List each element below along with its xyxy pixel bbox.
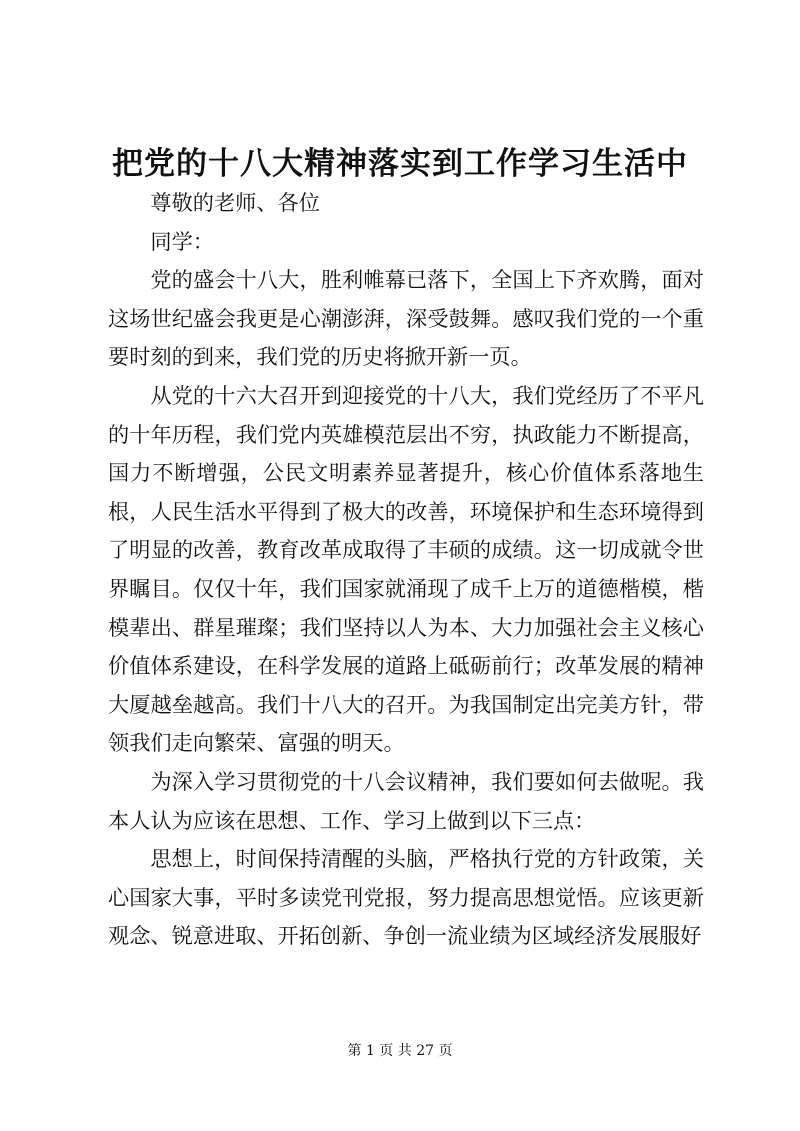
greeting-line: 同学： [150, 228, 214, 254]
document-title: 把党的十八大精神落实到工作学习生活中 [112, 146, 688, 182]
page-footer: 第 1 页 共 27 页 [347, 1043, 453, 1059]
document-body [108, 184, 704, 956]
body-paragraph: 思想上，时间保持清醒的头脑，严格执行党的方针政策，关心国家大事，平时多读党刊党报，努力提高思想觉悟。应该更新观念、锐意进取、开拓创新、争创一流业绩为区域经济发展服好 [108, 846, 704, 949]
body-paragraph: 党的盛会十八大，胜利帷幕已落下，全国上下齐欢腾，面对这场世纪盛会我更是心潮澎湃，深受鼓舞。感叹我们党的一个重要时刻的到来，我们党的历史将掀开新一页。 [108, 267, 704, 370]
body-paragraph: 从党的十六大召开到迎接党的十八大，我们党经历了不平凡的十年历程，我们党内英雄模范层出不穷，执政能力不断提高，国力不断增强，公民文明素养显著提升，核心价值体系落地生根，人民生活水平得到了极大的改善，环境保护和生态环境得到了明显的改善，教育改革成取得了丰硕的成绩。这一切成就令世界瞩目。仅仅十年，我们国家就涌现了成千上万的道德楷模，楷模辈出、群星璀璨；我们坚持以人为本、大力加强社会主义核心价值体系建设，在科学发展的道路上砥砺前行；改革发展的精神大厦越垒越高。我们十八大的召开。为我国制定出完美方针，带领我们走向繁荣、富强的明天。 [108, 382, 704, 756]
body-paragraph: 为深入学习贯彻党的十八会议精神，我们要如何去做呢。我本人认为应该在思想、工作、学习上做到以下三点： [108, 768, 704, 833]
greeting-line: 尊敬的老师、各位 [150, 190, 320, 215]
